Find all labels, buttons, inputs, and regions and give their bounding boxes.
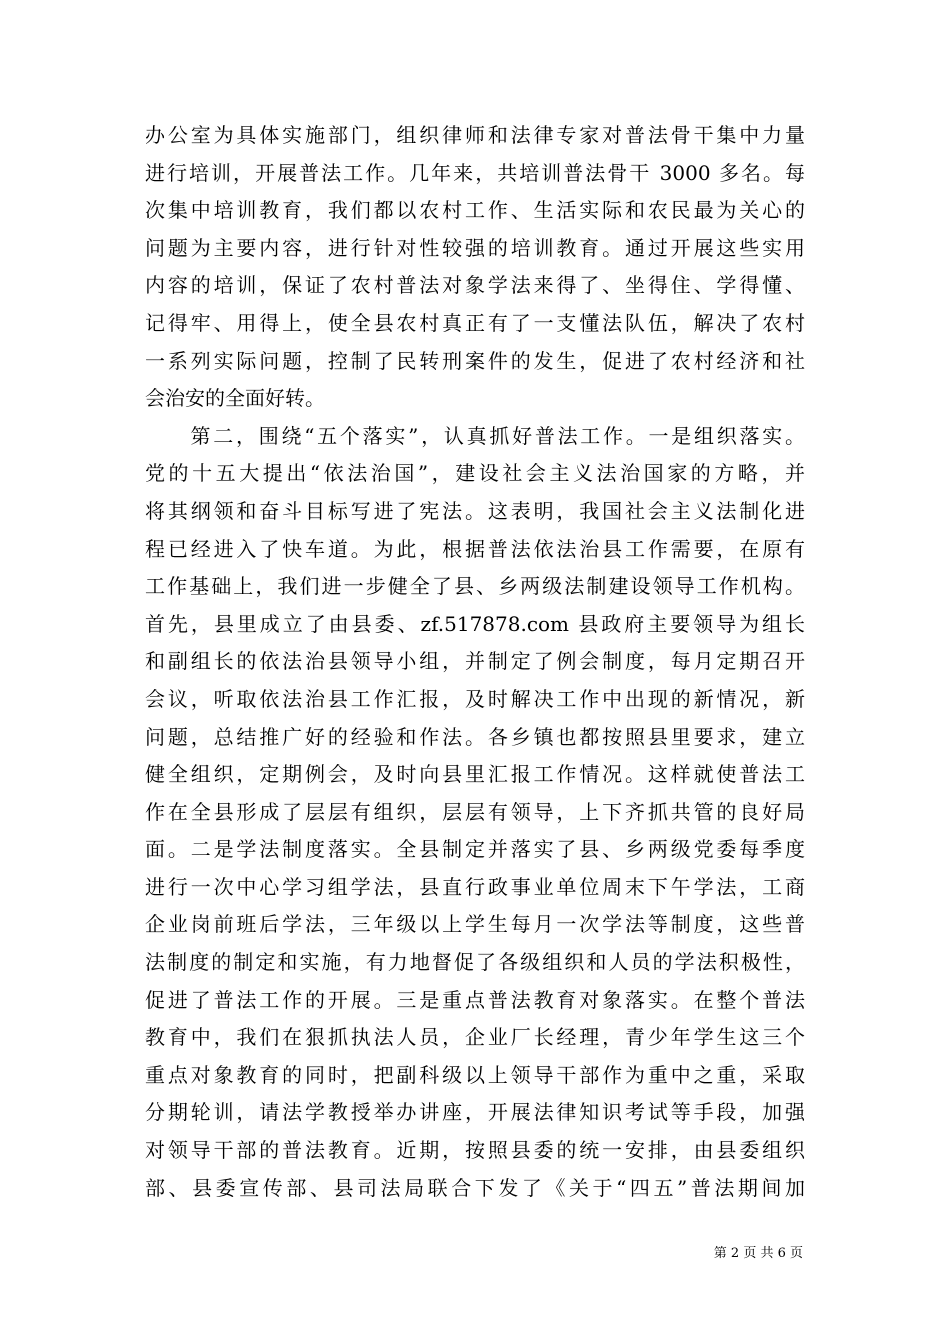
text-line: 第二，围绕“五个落实”，认真抓好普法工作。一是组织落实。: [145, 423, 805, 448]
text-line: 问题为主要内容，进行针对性较强的培训教育。通过开展这些实用: [145, 235, 805, 260]
text-line: 将其纲领和奋斗目标写进了宪法。这表明，我国社会主义法制化进: [145, 498, 805, 523]
text-line: 会治安的全面好转。: [145, 386, 325, 411]
text-line: 次集中培训教育，我们都以农村工作、生活实际和农民最为关心的: [145, 198, 805, 223]
text-line: 首先，县里成立了由县委、zf.517878.com 县政府主要领导为组长: [145, 611, 805, 636]
body-text: [145, 117, 805, 1207]
text-line: 企业岗前班后学法，三年级以上学生每月一次学法等制度，这些普: [145, 912, 805, 937]
text-line: 内容的培训，保证了农村普法对象学法来得了、坐得住、学得懂、: [145, 273, 805, 298]
text-line: 进行一次中心学习组学法，县直行政事业单位周末下午学法，工商: [145, 874, 805, 899]
text-line: 作在全县形成了层层有组织，层层有领导，上下齐抓共管的良好局: [145, 799, 805, 824]
text-line: 办公室为具体实施部门，组织律师和法律专家对普法骨干集中力量: [145, 123, 805, 147]
text-line: 一系列实际问题，控制了民转刑案件的发生，促进了农村经济和社: [145, 348, 805, 373]
text-line: 工作基础上，我们进一步健全了县、乡两级法制建设领导工作机构。: [145, 574, 805, 599]
text-line: 法制度的制定和实施，有力地督促了各级组织和人员的学法积极性，: [145, 950, 805, 975]
text-line: 党的十五大提出“依法治国”，建设社会主义法治国家的方略，并: [145, 461, 805, 486]
text-line: 分期轮训，请法学教授举办讲座，开展法律知识考试等手段，加强: [145, 1100, 805, 1125]
text-line: 记得牢、用得上，使全县农村真正有了一支懂法队伍，解决了农村: [145, 310, 805, 335]
text-line: 教育中，我们在狠抓执法人员，企业厂长经理，青少年学生这三个: [145, 1025, 805, 1050]
text-line: 和副组长的依法治县领导小组，并制定了例会制度，每月定期召开: [145, 649, 805, 674]
text-line: 程已经进入了快车道。为此，根据普法依法治县工作需要，在原有: [145, 536, 805, 561]
text-line: 部、县委宣传部、县司法局联合下发了《关于“四五”普法期间加: [145, 1175, 805, 1200]
text-line: 对领导干部的普法教育。近期，按照县委的统一安排，由县委组织: [145, 1138, 805, 1163]
text-line: 进行培训，开展普法工作。几年来，共培训普法骨干 3000 多名。每: [145, 160, 805, 185]
text-line: 会议，听取依法治县工作汇报，及时解决工作中出现的新情况，新: [145, 686, 805, 711]
text-line: 重点对象教育的同时，把副科级以上领导干部作为重中之重，采取: [145, 1062, 805, 1087]
text-line: 促进了普法工作的开展。三是重点普法教育对象落实。在整个普法: [145, 987, 805, 1012]
text-line: 面。二是学法制度落实。全县制定并落实了县、乡两级党委每季度: [145, 837, 805, 862]
text-line: 问题，总结推广好的经验和作法。各乡镇也都按照县里要求，建立: [145, 724, 805, 749]
page-number: 第 2 页 共 6 页: [713, 1246, 803, 1261]
text-line: 健全组织，定期例会，及时向县里汇报工作情况。这样就使普法工: [145, 762, 805, 787]
